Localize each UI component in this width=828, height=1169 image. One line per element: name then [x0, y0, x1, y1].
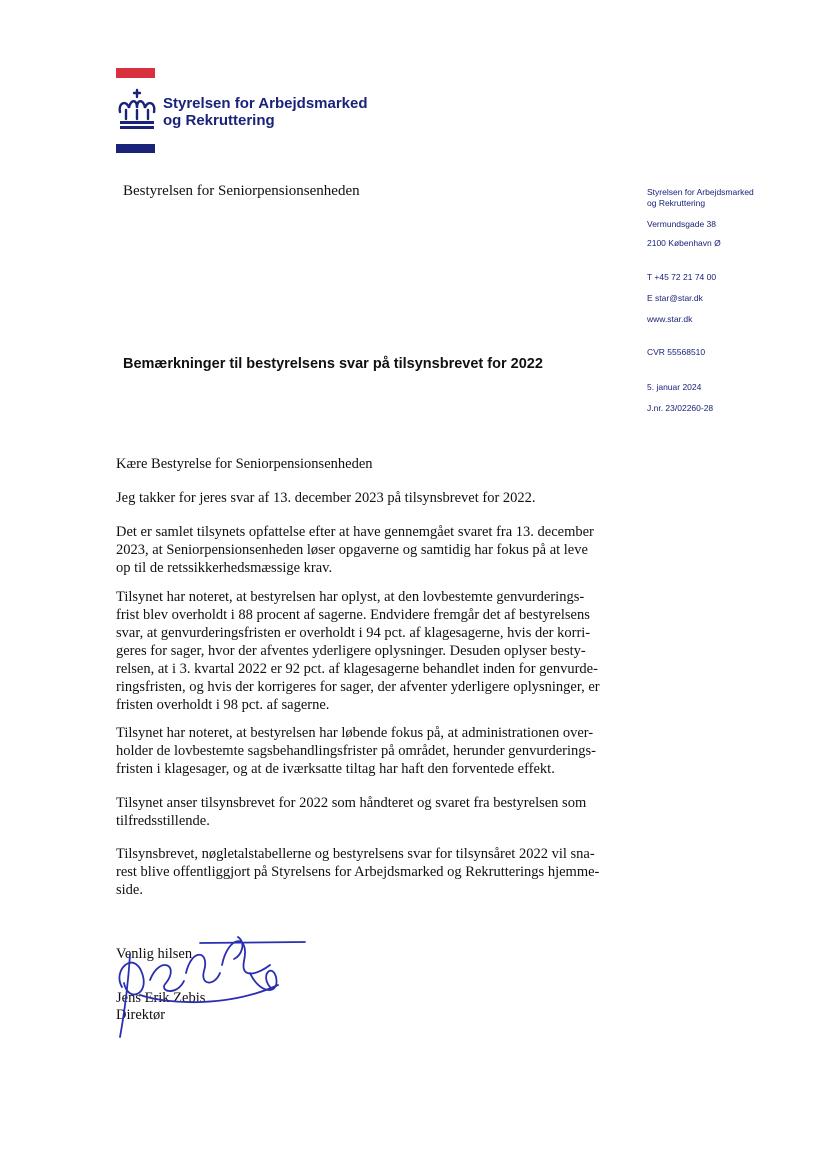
sidebar-email: E star@star.dk: [647, 293, 703, 303]
body-paragraph-1: Jeg takker for jeres svar af 13. december 2023 på tilsynsbrevet for 2022.: [116, 490, 536, 506]
logo-bottom-bar: [116, 144, 155, 153]
body-paragraph-4: Tilsynet har noteret, at bestyrelsen har løbende fokus på, at administrationen over- holder de lovbestemte sagsbehandlingsfrister på området, herunder genvurderings- fristen i klagesager, og at de iværksatte tiltag har haft den forventede effekt.: [116, 725, 596, 777]
closing-greeting: Venlig hilsen: [116, 946, 193, 962]
crown-icon: [116, 88, 158, 130]
salutation: Kære Bestyrelse for Seniorpensionsenheden: [116, 456, 373, 472]
body-paragraph-6: Tilsynsbrevet, nøgletalstabellerne og bestyrelsens svar for tilsynsåret 2022 vil sna- rest blive offentliggjort på Styrelsens for Arbejdsmarked og Rekrutterings hjemme- side.: [116, 846, 600, 898]
org-name: Styrelsen for Arbejdsmarked og Rekruttering: [163, 95, 368, 129]
body-paragraph-5: Tilsynet anser tilsynsbrevet for 2022 som håndteret og svaret fra bestyrelsen som tilfredsstillende.: [116, 795, 587, 829]
recipient: Bestyrelsen for Seniorpensionsenheden: [123, 183, 360, 199]
body-paragraph-3: Tilsynet har noteret, at bestyrelsen har oplyst, at den lovbestemte genvurderings- frist blev overholdt i 88 procent af sagerne. Endvidere fremgår det af bestyrelsens svar, at genvurderingsfristen er overholdt i 94 pct. af klagesagerne, hvis der korri- geres for sager, hvor der afventes yderligere oplysninger. Desuden oplyser besty- relsen, at i 3. kvartal 2022 er 92 pct. af klagesagerne behandlet inden for genvurde- ringsfristen, og hvis der korrigeres for sager, der afventer yderligere oplysninger, er fristen overholdt i 98 pct. af sagerne.: [116, 589, 600, 713]
sidebar-cvr: CVR 55568510: [647, 347, 706, 357]
signatory-name: Jens Erik Zebis: [116, 990, 206, 1006]
sidebar-phone: T +45 72 21 74 00: [647, 272, 717, 282]
logo-top-bar: [116, 68, 155, 78]
signatory-title: Direktør: [116, 1007, 166, 1023]
sidebar-city: 2100 København Ø: [647, 238, 721, 248]
sidebar-date: 5. januar 2024: [647, 382, 702, 392]
sidebar-org: Styrelsen for Arbejdsmarked og Rekruttering: [647, 187, 754, 208]
sidebar-street: Vermundsgade 38: [647, 219, 716, 229]
body-paragraph-2: Det er samlet tilsynets opfattelse efter at have gennemgået svaret fra 13. december 2023, at Seniorpensionsenheden løser opgaverne og samtidig har fokus på at leve op til de retssikkerhedsmæssige krav.: [116, 524, 594, 576]
handwritten-signature: [110, 925, 310, 1045]
sidebar-web: www.star.dk: [647, 314, 693, 324]
letter-subject: Bemærkninger til bestyrelsens svar på tilsynsbrevet for 2022: [123, 356, 543, 372]
sidebar-journal-number: J.nr. 23/02260-28: [647, 403, 714, 413]
